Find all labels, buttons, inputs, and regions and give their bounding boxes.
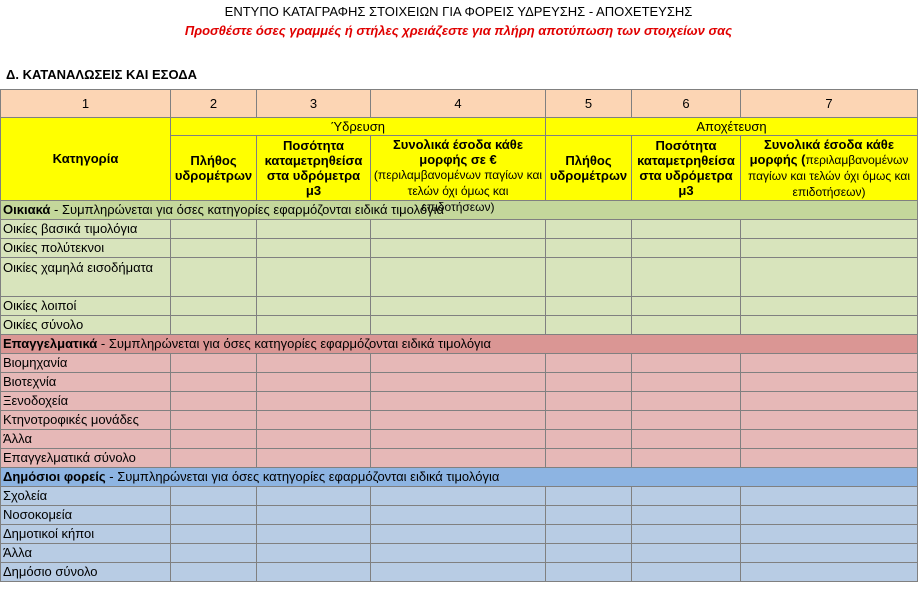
column-number-row: [1, 90, 918, 118]
input-cell[interactable]: [546, 392, 632, 411]
water-revenue-header-note: (περιλαμβανομένων παγίων και τελών όχι όμως και επιδοτήσεων): [373, 168, 543, 214]
row-label[interactable]: Οικίες βασικά τιμολόγια: [1, 220, 171, 239]
row-label[interactable]: Δημόσιο σύνολο: [1, 563, 171, 582]
input-cell[interactable]: [171, 297, 257, 316]
row-label[interactable]: Κτηνοτροφικές μονάδες: [1, 411, 171, 430]
table-row: [1, 487, 918, 506]
input-cell[interactable]: [371, 220, 546, 239]
section-header-note: - Συμπληρώνεται για όσες κατηγορίες εφαρμόζονται ειδικά τιμολόγια: [105, 469, 500, 484]
input-cell[interactable]: [741, 297, 918, 316]
input-cell[interactable]: [546, 544, 632, 563]
table-row: [1, 525, 918, 544]
input-cell[interactable]: [546, 506, 632, 525]
public-section-row: [1, 468, 918, 487]
input-cell[interactable]: [741, 373, 918, 392]
sewage-quantity-header[interactable]: Ποσότητα καταμετρηθείσα στα υδρόμετρα μ3: [632, 136, 741, 201]
table-row: [1, 544, 918, 563]
water-quantity-header[interactable]: Ποσότητα καταμετρηθείσα στα υδρόμετρα μ3: [257, 136, 371, 201]
input-cell[interactable]: [632, 316, 741, 335]
input-cell[interactable]: [257, 430, 371, 449]
public-section-header[interactable]: [1, 468, 918, 487]
input-cell[interactable]: [257, 411, 371, 430]
row-label[interactable]: Σχολεία: [1, 487, 171, 506]
input-cell[interactable]: [257, 239, 371, 258]
section-header-note: - Συμπληρώνεται για όσες κατηγορίες εφαρμόζονται ειδικά τιμολόγια: [97, 336, 491, 351]
input-cell[interactable]: [371, 449, 546, 468]
table-row: [1, 220, 918, 239]
input-cell[interactable]: [632, 506, 741, 525]
input-cell[interactable]: [741, 449, 918, 468]
table-row: [1, 392, 918, 411]
input-cell[interactable]: [632, 297, 741, 316]
input-cell[interactable]: [371, 373, 546, 392]
table-row: [1, 354, 918, 373]
input-cell[interactable]: [257, 220, 371, 239]
input-cell[interactable]: [371, 544, 546, 563]
input-cell[interactable]: [546, 258, 632, 297]
sewage-meters-header[interactable]: Πλήθος υδρομέτρων: [546, 136, 632, 201]
input-cell[interactable]: [257, 525, 371, 544]
input-cell[interactable]: [546, 373, 632, 392]
sewage-revenue-header-note: περιλαμβανομένων παγίων και τελών όχι όμως και επιδοτήσεων): [748, 153, 910, 199]
section-header-note: - Συμπληρώνεται για όσες κατηγορίες εφαρμόζονται ειδικά τιμολόγια: [50, 202, 445, 217]
input-cell[interactable]: [171, 563, 257, 582]
row-label[interactable]: Επαγγελματικά σύνολο: [1, 449, 171, 468]
input-cell[interactable]: [171, 506, 257, 525]
sewage-revenue-header[interactable]: [741, 136, 918, 201]
input-cell[interactable]: [741, 525, 918, 544]
row-label[interactable]: Άλλα: [1, 544, 171, 563]
sewage-revenue-header-bold: Συνολικά έσοδα κάθε μορφής (: [749, 137, 894, 167]
input-cell[interactable]: [546, 316, 632, 335]
form-subtitle: Προσθέστε όσες γραμμές ή στήλες χρειάζεστε για πλήρη αποτύπωση των στοιχείων σας: [184, 23, 733, 38]
water-meters-header[interactable]: Πλήθος υδρομέτρων: [171, 136, 257, 201]
input-cell[interactable]: [171, 239, 257, 258]
input-cell[interactable]: [371, 487, 546, 506]
column-number[interactable]: 6: [632, 90, 741, 118]
water-revenue-header[interactable]: [371, 136, 546, 214]
input-cell[interactable]: [371, 239, 546, 258]
input-cell[interactable]: [371, 392, 546, 411]
input-cell[interactable]: [371, 506, 546, 525]
column-number[interactable]: 7: [741, 90, 918, 118]
input-cell[interactable]: [741, 430, 918, 449]
input-cell[interactable]: [741, 487, 918, 506]
input-cell[interactable]: [632, 373, 741, 392]
input-cell[interactable]: [171, 373, 257, 392]
column-number[interactable]: 3: [257, 90, 371, 118]
input-cell[interactable]: [741, 239, 918, 258]
row-label[interactable]: Βιοτεχνία: [1, 373, 171, 392]
group-header-row: [1, 118, 918, 136]
table-row: [1, 239, 918, 258]
section-header-title: Δημόσιοι φορείς: [3, 469, 106, 484]
input-cell[interactable]: [632, 354, 741, 373]
row-label[interactable]: Βιομηχανία: [1, 354, 171, 373]
input-cell[interactable]: [257, 544, 371, 563]
input-cell[interactable]: [371, 525, 546, 544]
input-cell[interactable]: [171, 220, 257, 239]
input-cell[interactable]: [632, 220, 741, 239]
input-cell[interactable]: [371, 258, 546, 297]
table-row: [1, 430, 918, 449]
input-cell[interactable]: [257, 563, 371, 582]
input-cell[interactable]: [741, 563, 918, 582]
table-row: [1, 411, 918, 430]
consumption-revenue-table: [0, 89, 918, 582]
input-cell[interactable]: [257, 373, 371, 392]
input-cell[interactable]: [546, 430, 632, 449]
input-cell[interactable]: [371, 563, 546, 582]
professional-section-row: [1, 335, 918, 354]
input-cell[interactable]: [171, 430, 257, 449]
input-cell[interactable]: [171, 544, 257, 563]
table-row: [1, 506, 918, 525]
row-label[interactable]: Δημοτικοί κήποι: [1, 525, 171, 544]
input-cell[interactable]: [171, 487, 257, 506]
input-cell[interactable]: [257, 392, 371, 411]
input-cell[interactable]: [171, 258, 257, 297]
input-cell[interactable]: [171, 354, 257, 373]
input-cell[interactable]: [371, 297, 546, 316]
input-cell[interactable]: [257, 506, 371, 525]
table-row: [1, 258, 918, 297]
input-cell[interactable]: [546, 354, 632, 373]
input-cell[interactable]: [632, 392, 741, 411]
table-row: [1, 297, 918, 316]
input-cell[interactable]: [546, 239, 632, 258]
input-cell[interactable]: [741, 544, 918, 563]
input-cell[interactable]: [257, 449, 371, 468]
input-cell[interactable]: [741, 506, 918, 525]
column-number[interactable]: 2: [171, 90, 257, 118]
input-cell[interactable]: [632, 430, 741, 449]
row-label[interactable]: Οικίες λοιποί: [1, 297, 171, 316]
input-cell[interactable]: [171, 316, 257, 335]
input-cell[interactable]: [546, 411, 632, 430]
input-cell[interactable]: [741, 258, 918, 297]
input-cell[interactable]: [741, 316, 918, 335]
input-cell[interactable]: [546, 449, 632, 468]
form-title: ΕΝΤΥΠΟ ΚΑΤΑΓΡΑΦΗΣ ΣΤΟΙΧΕΙΩΝ ΓΙΑ ΦΟΡΕΙΣ ΥΔΡΕΥΣΗΣ - ΑΠΟΧΕΤΕΥΣΗΣ: [224, 4, 693, 19]
table-row: [1, 373, 918, 392]
column-number[interactable]: 1: [1, 90, 171, 118]
input-cell[interactable]: [632, 258, 741, 297]
water-group-header[interactable]: Ύδρευση: [171, 118, 546, 136]
section-header-title: Επαγγελματικά: [3, 336, 98, 351]
input-cell[interactable]: [741, 411, 918, 430]
input-cell[interactable]: [546, 487, 632, 506]
input-cell[interactable]: [371, 411, 546, 430]
input-cell[interactable]: [632, 411, 741, 430]
input-cell[interactable]: [632, 449, 741, 468]
input-cell[interactable]: [371, 430, 546, 449]
input-cell[interactable]: [546, 297, 632, 316]
input-cell[interactable]: [741, 354, 918, 373]
input-cell[interactable]: [371, 354, 546, 373]
input-cell[interactable]: [546, 525, 632, 544]
input-cell[interactable]: [171, 525, 257, 544]
category-header[interactable]: Κατηγορία: [1, 118, 171, 201]
input-cell[interactable]: [546, 220, 632, 239]
row-label[interactable]: Νοσοκομεία: [1, 506, 171, 525]
column-number[interactable]: 4: [371, 90, 546, 118]
input-cell[interactable]: [741, 392, 918, 411]
table-row: [1, 563, 918, 582]
table-row: [1, 316, 918, 335]
water-revenue-header-bold: Συνολικά έσοδα κάθε μορφής σε €: [393, 137, 523, 167]
row-label[interactable]: Άλλα: [1, 430, 171, 449]
input-cell[interactable]: [741, 220, 918, 239]
input-cell[interactable]: [171, 449, 257, 468]
input-cell[interactable]: [632, 525, 741, 544]
input-cell[interactable]: [632, 563, 741, 582]
table-row: [1, 449, 918, 468]
professional-section-header[interactable]: [1, 335, 918, 354]
input-cell[interactable]: [632, 487, 741, 506]
section-header-title: Οικιακά: [3, 202, 51, 217]
section-title: Δ. ΚΑΤΑΝΑΛΩΣΕΙΣ ΚΑΙ ΕΣΟΔΑ: [6, 67, 197, 82]
input-cell[interactable]: [171, 411, 257, 430]
input-cell[interactable]: [632, 544, 741, 563]
input-cell[interactable]: [257, 316, 371, 335]
input-cell[interactable]: [546, 563, 632, 582]
input-cell[interactable]: [371, 316, 546, 335]
input-cell[interactable]: [257, 297, 371, 316]
input-cell[interactable]: [171, 392, 257, 411]
input-cell[interactable]: [632, 239, 741, 258]
row-label[interactable]: Ξενοδοχεία: [1, 392, 171, 411]
row-label[interactable]: Οικίες σύνολο: [1, 316, 171, 335]
row-label[interactable]: Οικίες πολύτεκνοι: [1, 239, 171, 258]
input-cell[interactable]: [257, 354, 371, 373]
column-number[interactable]: 5: [546, 90, 632, 118]
row-label[interactable]: Οικίες χαμηλά εισοδήματα: [1, 258, 171, 297]
sewage-group-header[interactable]: Αποχέτευση: [546, 118, 918, 136]
input-cell[interactable]: [257, 258, 371, 297]
input-cell[interactable]: [257, 487, 371, 506]
